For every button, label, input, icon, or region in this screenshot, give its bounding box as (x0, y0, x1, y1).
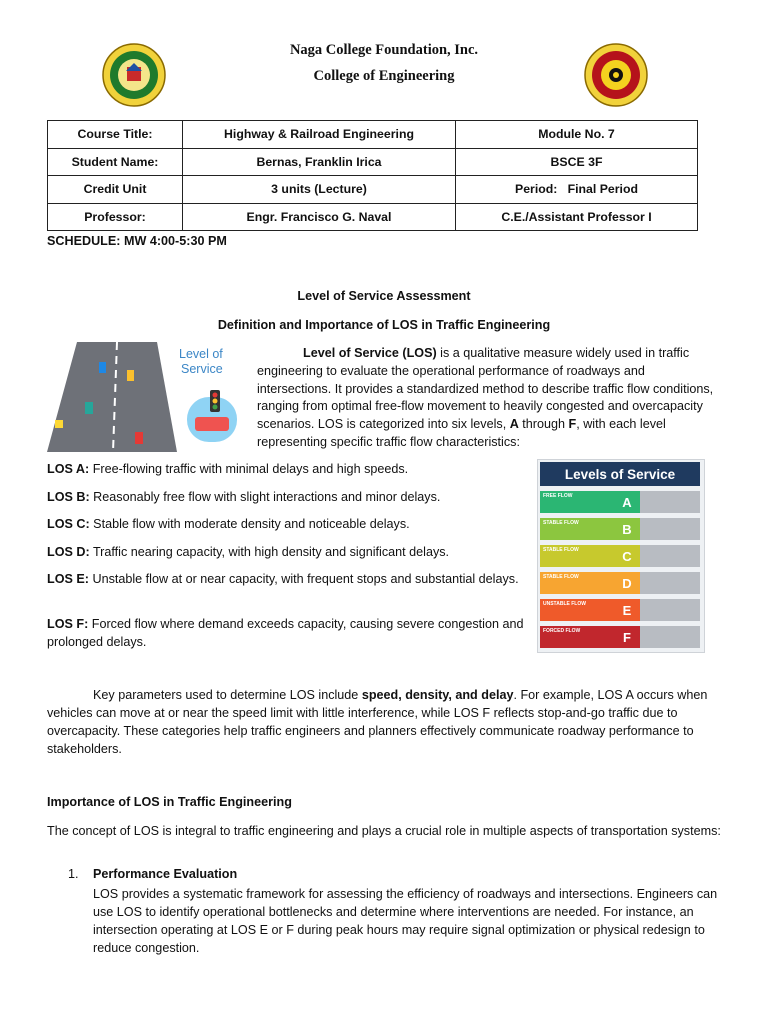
flow-label: FREE FLOW (543, 493, 573, 499)
illustration-caption-1: Level of (179, 347, 223, 361)
los-letter: A (614, 491, 640, 513)
los-letter: C (614, 545, 640, 567)
road-thumbnail (640, 599, 700, 621)
table-cell: Course Title: (48, 121, 183, 149)
los-letter: D (614, 572, 640, 594)
los-label: LOS F: (47, 617, 89, 631)
table-cell: 3 units (Lecture) (183, 176, 456, 204)
infographic-row (540, 491, 700, 513)
los-label: LOS B: (47, 490, 90, 504)
los-letter: B (614, 518, 640, 540)
table-cell: Module No. 7 (456, 121, 698, 149)
flow-label-box (540, 545, 614, 567)
los-label: LOS E: (47, 572, 89, 586)
flow-label: STABLE FLOW (543, 574, 579, 580)
road-thumbnail (640, 626, 700, 648)
schedule: SCHEDULE: MW 4:00-5:30 PM (47, 234, 227, 248)
flow-label-box (540, 626, 614, 648)
flow-label: STABLE FLOW (543, 547, 579, 553)
table-cell: Highway & Railroad Engineering (183, 121, 456, 149)
section-subtitle: Definition and Importance of LOS in Traffic Engineering (217, 318, 551, 332)
table-cell: Professor: (48, 203, 183, 231)
los-label: LOS A: (47, 462, 90, 476)
infographic-row (540, 599, 700, 621)
los-term: Level of Service (LOS) (303, 346, 437, 360)
road-thumbnail (640, 545, 700, 567)
road-thumbnail (640, 518, 700, 540)
flow-label-box (540, 491, 614, 513)
table-cell: Period: Final Period (456, 176, 698, 204)
infographic-row (540, 572, 700, 594)
key-params-text: Key parameters used to determine LOS include (93, 688, 362, 702)
infographic-row (540, 545, 700, 567)
intro-text-end: , with each level representing specific traffic flow characteristics: (257, 417, 666, 449)
flow-label: STABLE FLOW (543, 520, 579, 526)
los-description: Forced flow where demand exceeds capacity, causing severe congestion and prolonged delays. (47, 617, 524, 649)
importance-intro: The concept of LOS is integral to traffic engineering and plays a crucial role in multiple aspects of transportation systems: (47, 824, 721, 838)
table-cell: Student Name: (48, 148, 183, 176)
list-item (47, 543, 527, 561)
los-description: Unstable flow at or near capacity, with frequent stops and substantial delays. (88, 572, 519, 586)
table-row (48, 121, 698, 149)
list-item (47, 488, 527, 506)
los-label: LOS D: (47, 545, 90, 559)
level-f: F (568, 417, 577, 432)
key-params-bold: speed, density, and delay (361, 688, 514, 702)
course-info-table (47, 120, 698, 231)
list-item-text: LOS provides a systematic framework for assessing the efficiency of roadways and intersections. Engineers can use LOS to identify operational bottlenecks and determine where interventions are needed. For instance, an intersection operating at LOS E or F during peak hours may require signal optimization or physical redesign to reduce congestion. (93, 887, 718, 955)
table-cell: Engr. Francisco G. Naval (183, 203, 456, 231)
importance-heading: Importance of LOS in Traffic Engineering (47, 795, 292, 809)
intro-paragraph (257, 345, 719, 452)
key-params-text-end: . For example, LOS A occurs when vehicles can move at or near the speed limit with little interference, while LOS F reflects stop-and-go traffic due to overcapacity. These categories help traffic engineers and planners effectively communicate roadway performance to stakeholders. (47, 688, 708, 756)
flow-label-box (540, 599, 614, 621)
los-description: Reasonably free flow with slight interactions and minor delays. (89, 490, 441, 504)
key-parameters-paragraph (47, 686, 721, 758)
flow-label-box (540, 518, 614, 540)
table-cell: Credit Unit (48, 176, 183, 204)
list-item (47, 515, 527, 533)
college-name: College of Engineering (313, 68, 455, 84)
table-row (48, 176, 698, 204)
flow-label-box (540, 572, 614, 594)
page-title: Level of Service Assessment (297, 289, 471, 303)
infographic-row (540, 626, 700, 648)
institution-name: Naga College Foundation, Inc. (289, 42, 479, 58)
los-letter: E (614, 599, 640, 621)
los-label: LOS C: (47, 517, 90, 531)
list-item (47, 460, 527, 478)
road-thumbnail (640, 491, 700, 513)
road-thumbnail (640, 572, 700, 594)
list-item-title: Performance Evaluation (93, 867, 238, 881)
list-item (47, 570, 527, 588)
los-illustration (47, 342, 243, 452)
intro-through: through (518, 417, 569, 432)
flow-label: FORCED FLOW (543, 628, 581, 634)
illustration-caption-2: Service (181, 362, 223, 376)
table-row (48, 148, 698, 176)
table-cell: C.E./Assistant Professor I (456, 203, 698, 231)
list-number: 1. (68, 867, 79, 881)
infographic-row (540, 518, 700, 540)
los-letter: F (614, 626, 640, 648)
los-description: Traffic nearing capacity, with high density and significant delays. (89, 545, 450, 559)
table-cell: Bernas, Franklin Irica (183, 148, 456, 176)
infographic-title: Levels of Service (540, 462, 700, 486)
table-cell: BSCE 3F (456, 148, 698, 176)
list-item (47, 615, 527, 651)
los-description: Free-flowing traffic with minimal delays and high speeds. (89, 462, 409, 476)
level-a: A (509, 417, 519, 432)
table-row (48, 203, 698, 231)
intro-text: is a qualitative measure widely used in traffic engineering to evaluate the operational performance of roadways and intersections. It provides a standardized method to describe traffic flow conditions, ranging from optimal free-flow movement to heavily congested and overcapacity scenarios. LOS is categorized into six levels, (257, 346, 714, 432)
flow-label: UNSTABLE FLOW (543, 601, 586, 607)
los-description: Stable flow with moderate density and noticeable delays. (89, 517, 410, 531)
